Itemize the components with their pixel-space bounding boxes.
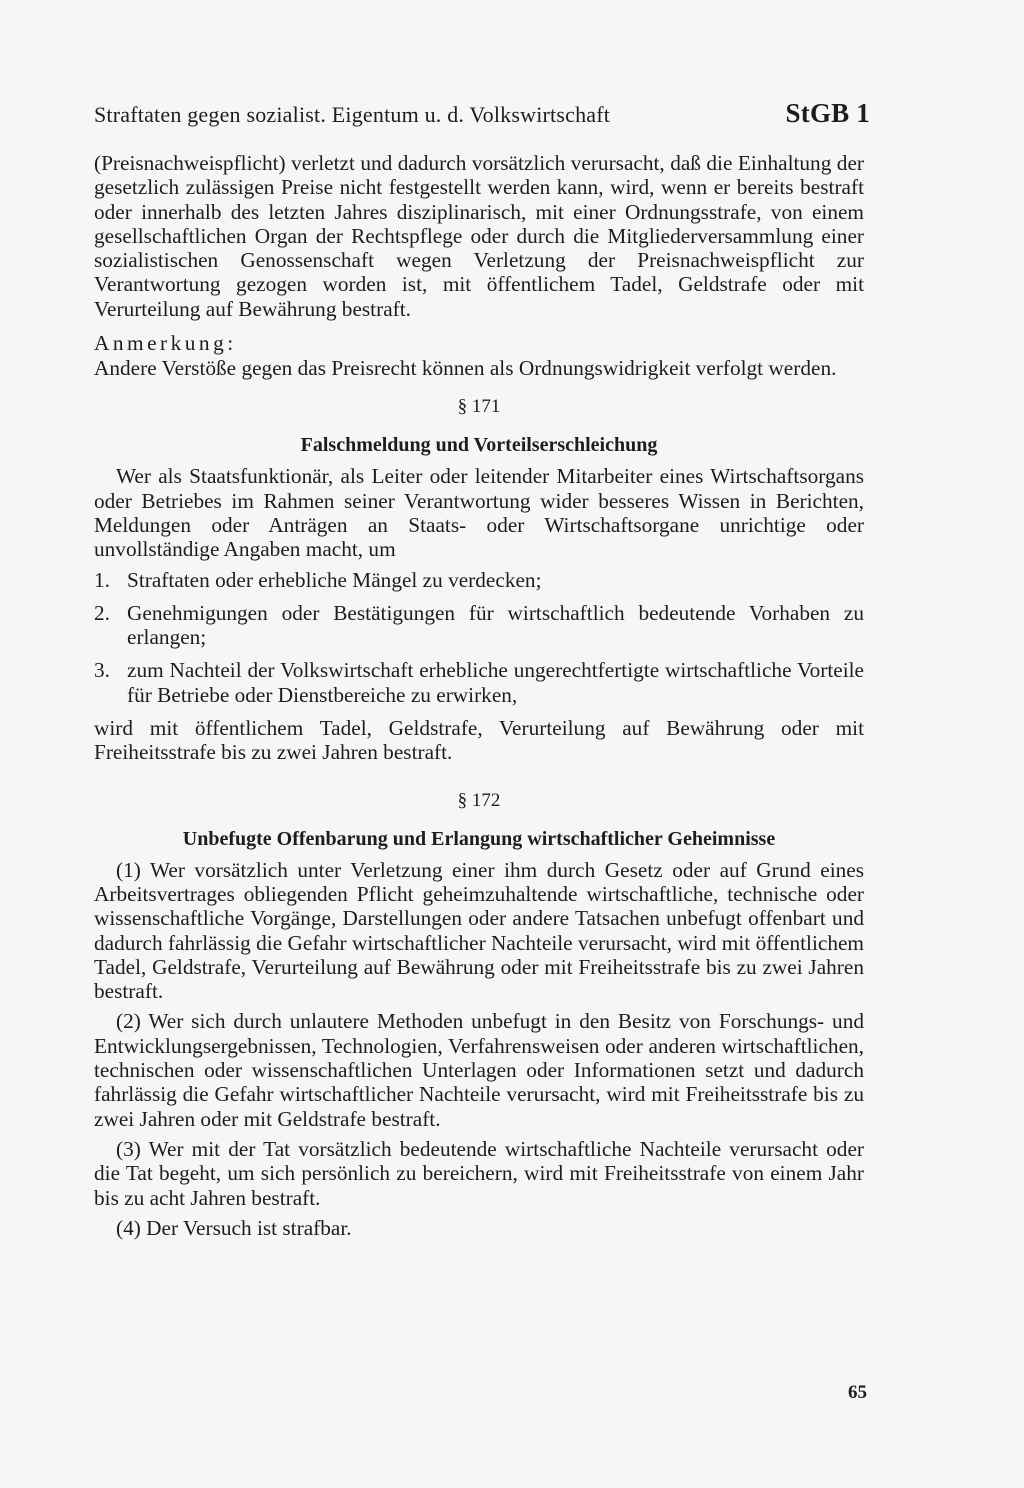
section-172-paragraph-3: (3) Wer mit der Tat vorsätzlich bedeutende wirtschaftliche Nachteile verursacht oder die Tat begeht, um sich persönlich zu bereichern, wird mit Freiheitsstrafe von einem Jahr bis zu acht Jahren bestraft. xyxy=(94,1136,864,1210)
section-171-list xyxy=(94,568,864,707)
section-172-title: Unbefugte Offenbarung und Erlangung wirtschaftlicher Geheimnisse xyxy=(182,827,776,850)
list-item xyxy=(94,658,864,707)
note-label: Anmerkung: xyxy=(94,331,237,356)
page-number: 65 xyxy=(848,1382,867,1403)
list-item xyxy=(94,601,864,650)
running-header-title: Straftaten gegen sozialist. Eigentum u. d. Volkswirtschaft xyxy=(94,102,611,127)
list-item-number: 2. xyxy=(94,600,110,625)
list-item-number: 1. xyxy=(94,567,110,592)
section-171-number: § 171 xyxy=(457,396,501,418)
list-item-number: 3. xyxy=(94,658,110,683)
list-item-text: Genehmigungen oder Bestätigungen für wirtschaftlich bedeutende Vorhaben zu erlangen; xyxy=(127,600,864,650)
section-171-title: Falschmeldung und Vorteilserschleichung xyxy=(300,434,658,457)
section-172-paragraph-1: (1) Wer vorsätzlich unter Verletzung einer ihm durch Gesetz oder auf Grund eines Arbeitsvertrages obliegenden Pflicht geheimzuhaltende wirtschaftliche, technische oder wissenschaftliche Vorgänge, Darstellungen oder andere Tatsachen unbefugt offenbart und dadurch fahrlässig die Gefahr wirtschaftlicher Nachteile verursacht, wird mit öffentlichem Tadel, Geldstrafe, Verurteilung auf Bewährung oder mit Freiheitsstrafe bis zu zwei Jahren bestraft. xyxy=(94,857,864,1004)
list-item-text: Straftaten oder erhebliche Mängel zu verdecken; xyxy=(127,567,542,592)
section-171-lead: Wer als Staatsfunktionär, als Leiter oder leitender Mitarbeiter eines Wirtschaftsorgans oder Betriebes im Rahmen seiner Verantwortung wider besseres Wissen in Berichten, Meldungen oder Anträgen an Staats- oder Wirtschaftsorgane unrichtige oder unvollständige Angaben macht, um xyxy=(94,464,864,562)
section-172-number: § 172 xyxy=(457,789,501,811)
list-item xyxy=(94,568,864,592)
section-172-paragraph-4: (4) Der Versuch ist strafbar. xyxy=(116,1215,352,1240)
section-172-paragraph-2: (2) Wer sich durch unlautere Methoden unbefugt in den Besitz von Forschungs- und Entwicklungsergebnissen, Technologien, Verfahrensweisen oder anderen wirtschaftlichen, technischen oder wissenschaftlichen Unterlagen oder Informationen setzt und dadurch fahrlässig die Gefahr wirtschaftlicher Nachteile verursacht, wird mit Freiheitsstrafe bis zu zwei Jahren oder mit Geldstrafe bestraft. xyxy=(94,1009,864,1131)
section-171-closing: wird mit öffentlichem Tadel, Geldstrafe, Verurteilung auf Bewährung oder mit Freiheitsstrafe bis zu zwei Jahren bestraft. xyxy=(94,716,864,765)
intro-paragraph: (Preisnachweispflicht) verletzt und dadurch vorsätzlich verursacht, daß die Einhaltung der gesetzlich zulässigen Preise nicht festgestellt werden kann, wird, wenn er bereits bestraft oder innerhalb des letzten Jahres disziplinarisch, mit einer Ordnungsstrafe, von einem gesellschaftlichen Organ der Rechtspflege oder durch die Mitgliederversammlung einer sozialistischen Genossenschaft wegen Verletzung der Preisnachweispflicht zur Verantwortung gezogen worden ist, mit öffentlichem Tadel, Geldstrafe oder mit Verurteilung auf Bewährung bestraft. xyxy=(94,151,864,321)
law-code: StGB 1 xyxy=(785,98,870,128)
list-item-text: zum Nachteil der Volkswirtschaft erhebliche ungerechtfertigte wirtschaftliche Vorteile für Betriebe oder Dienstbereiche zu erwirken, xyxy=(127,658,864,707)
note-text: Andere Verstöße gegen das Preisrecht können als Ordnungswidrigkeit verfolgt werden. xyxy=(94,356,837,381)
running-header xyxy=(94,98,870,129)
